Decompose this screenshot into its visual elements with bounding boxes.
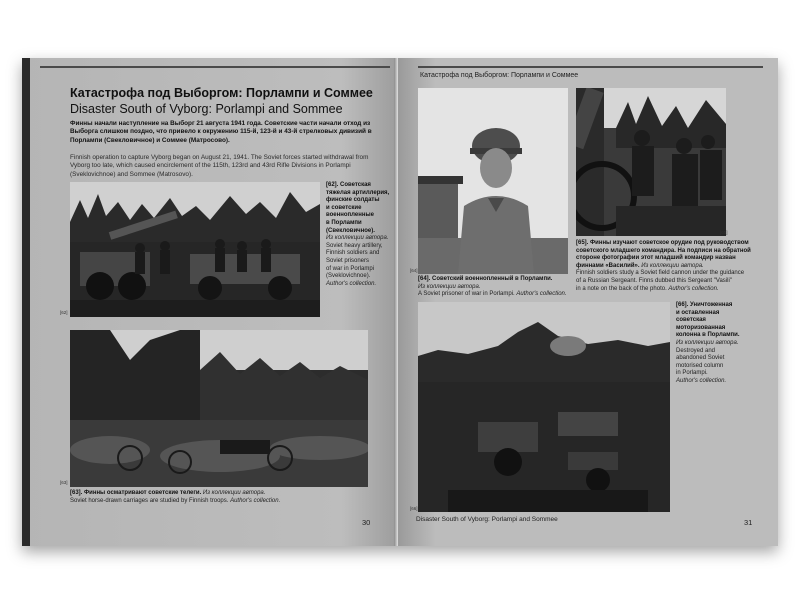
photo-65-cannon bbox=[576, 88, 726, 236]
caption-65-ru-line: [65]. Финны изучают советское орудие под руководством bbox=[576, 240, 749, 246]
caption-63-ru-credit: Из коллекции автора. bbox=[202, 490, 266, 496]
intro-text-ru: Финны начали наступление на Выборг 21 августа 1941 года. Советские части начали отход из Выборга слишком поздно, что привело к окружению 115-й, 123-й и 43-й стрелковых дивизий в Порлампи (Свекловичное) и Соммее (Матросово). bbox=[70, 120, 372, 144]
caption-65-en-line: Finnish soldiers study a Soviet field cannon under the guidance bbox=[576, 270, 745, 277]
caption-64-ru: [64]. Советский военнопленный в Порлампи. bbox=[418, 276, 553, 282]
chapter-title-en: Disaster South of Vyborg: Porlampi and Sommee bbox=[70, 102, 343, 116]
caption-65 bbox=[576, 240, 776, 293]
caption-65-ru-line: финнами «Василий». bbox=[576, 262, 640, 269]
caption-64 bbox=[418, 276, 578, 299]
caption-66-en-line: motorised column bbox=[676, 362, 724, 369]
caption-62-en-line: Finnish soldiers and bbox=[326, 250, 380, 257]
caption-66-ru-credit: Из коллекции автора. bbox=[676, 339, 739, 346]
caption-62-en-line: Soviet heavy artillery, bbox=[326, 242, 383, 249]
caption-66 bbox=[676, 302, 772, 386]
caption-65-en-line: in a note on the back of the photo. bbox=[576, 285, 667, 292]
photo-66-destroyed-column bbox=[418, 302, 670, 512]
caption-66-ru-line: колонна в Порлампи. bbox=[676, 332, 740, 339]
caption-63 bbox=[70, 490, 380, 505]
caption-62 bbox=[326, 182, 396, 288]
left-page bbox=[22, 58, 398, 546]
caption-65-en-line: of a Russian Sergeant. Finns dubbed this Sergeant "Vasili" bbox=[576, 277, 732, 284]
caption-64-en: A Soviet prisoner of war in Porlampi. bbox=[418, 291, 515, 298]
caption-62-en-line: of war in Porlampi bbox=[326, 265, 375, 272]
photo-tag-63: [63] bbox=[60, 480, 68, 485]
caption-66-en-line: in Porlampi. bbox=[676, 370, 708, 377]
caption-62-ru-line: [62]. Советская bbox=[326, 182, 371, 188]
caption-62-en-line: (Sveklovichnoe). bbox=[326, 273, 371, 280]
photo-tag-65: [65] bbox=[720, 230, 728, 235]
photo-tag-66: [66] bbox=[410, 506, 418, 511]
top-rule bbox=[40, 66, 390, 68]
caption-66-ru-line: [66]. Уничтоженная bbox=[676, 302, 733, 308]
caption-66-en-credit: Author's collection. bbox=[676, 377, 727, 384]
caption-66-en-line: abandoned Soviet bbox=[676, 355, 725, 362]
running-footer: Disaster South of Vyborg: Porlampi and Sommee bbox=[416, 516, 558, 523]
caption-65-ru-line: советского младшего командира. На подписи на обратной bbox=[576, 247, 751, 254]
right-page bbox=[398, 58, 778, 546]
caption-66-ru-line: и оставленная bbox=[676, 309, 720, 316]
chapter-title-ru: Катастрофа под Выборгом: Порлампи и Соммее bbox=[70, 86, 373, 100]
caption-64-en-credit: Author's collection. bbox=[516, 291, 567, 298]
running-head: Катастрофа под Выборгом: Порлампи и Соммее bbox=[420, 72, 579, 79]
caption-62-ru-line: (Свекловичное). bbox=[326, 227, 375, 234]
caption-62-ru-line: финские солдаты bbox=[326, 197, 380, 204]
caption-65-en-credit: Author's collection. bbox=[668, 285, 719, 292]
photo-64-prisoner bbox=[418, 88, 568, 274]
caption-62-ru-line: в Порлампи bbox=[326, 219, 362, 226]
page-edge bbox=[22, 58, 30, 546]
caption-65-ru-line: стороне фотографии этот младший командир назван bbox=[576, 255, 736, 262]
caption-66-ru-line: моторизованная bbox=[676, 324, 726, 331]
caption-62-ru-credit: Из коллекции автора. bbox=[326, 235, 389, 242]
caption-62-ru-line: и советские bbox=[326, 204, 362, 211]
caption-62-ru-line: тяжелая артиллерия, bbox=[326, 189, 390, 196]
caption-66-en-line: Destroyed and bbox=[676, 347, 716, 354]
caption-66-ru-line: советская bbox=[676, 317, 706, 324]
caption-63-en-credit: Author's collection. bbox=[230, 497, 281, 504]
caption-62-ru-line: военнопленные bbox=[326, 212, 374, 219]
caption-63-en: Soviet horse-drawn carriages are studied by Finnish troops. bbox=[70, 497, 229, 504]
intro-text-en: Finnish operation to capture Vyborg began on August 21, 1941. The Soviet forces started withdrawal from Vyborg too late, which caused encirclement of the 115th, 123rd and 43rd Rifle Divisions in Porlampi (Sveklovichnoe) and Sommee (Matrosovo). bbox=[70, 154, 369, 178]
open-book bbox=[22, 58, 778, 546]
photo-tag-62: [62] bbox=[60, 310, 68, 315]
photo-tag-64: [64] bbox=[410, 268, 418, 273]
caption-62-en-credit: Author's collection. bbox=[326, 280, 377, 287]
top-rule bbox=[418, 66, 763, 68]
page-number-right: 31 bbox=[744, 518, 753, 527]
caption-62-en-line: Soviet prisoners bbox=[326, 257, 370, 264]
photo-62-artillery bbox=[70, 182, 320, 317]
photo-63-carts bbox=[70, 330, 368, 487]
caption-63-ru: [63]. Финны осматривают советские телеги. bbox=[70, 490, 202, 496]
caption-64-ru-credit: Из коллекции автора. bbox=[418, 283, 481, 290]
page-number-left: 30 bbox=[362, 518, 371, 527]
caption-65-ru-credit: Из коллекции автора. bbox=[641, 262, 704, 269]
